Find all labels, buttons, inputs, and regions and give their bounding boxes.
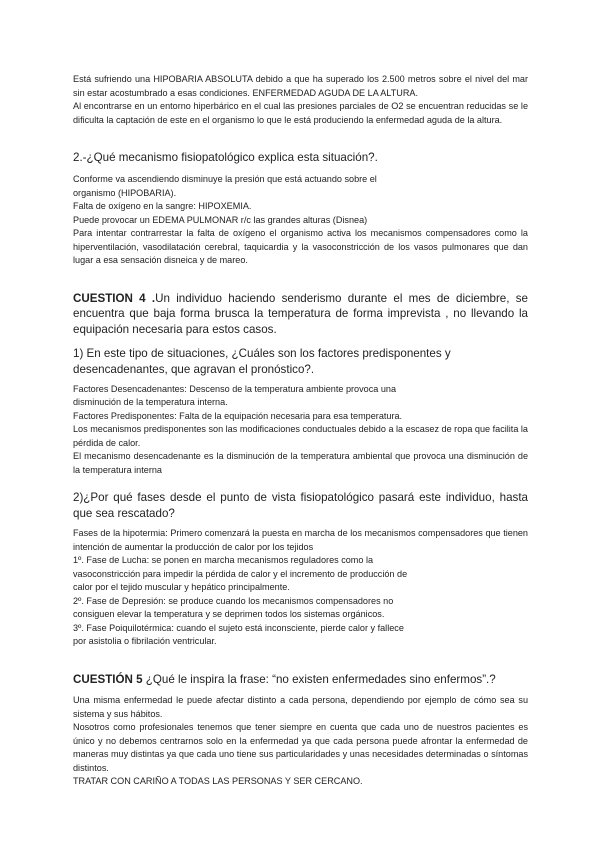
cuestion-4-question-2: 2)¿Por qué fases desde el punto de vista fisiopatológico pasará este individuo, hasta que sea rescatado? bbox=[73, 491, 528, 520]
c4-a2-line-6: 3º. Fase Poiquilotérmica: cuando el sujeto está inconsciente, pierde calor y fallece bbox=[73, 622, 404, 633]
cuestion-5-question: ¿Qué le inspira la frase: “no existen enfermedades sino enfermos”.? bbox=[142, 672, 496, 686]
c4-a2-line-3: calor por el tejido muscular y hepático principalmente. bbox=[73, 582, 290, 593]
c4-a2-line-5: consiguen elevar la temperatura y se deprimen todos los sistemas orgánicos. bbox=[73, 609, 385, 620]
c4-a2-paragraph: Fases de la hipotermia: Primero comenzará la puesta en marcha de los mecanismos compensadores que tienen intención de aumentar la producción de calor por los tejidos bbox=[73, 528, 528, 552]
question-2-heading: 2.-¿Qué mecanismo fisiopatológico explica esta situación?. bbox=[73, 151, 378, 164]
q2-paragraph: Para intentar contrarrestar la falta de oxígeno el organismo activa los mecanismos compensadores como la hiperventilación, vasodilatación cerebral, taquicardia y la vasoconstricción de los vasos pulmonares que dan lugar a esa sensación disneica y de mareo. bbox=[73, 228, 528, 266]
cuestion-4-text: Un individuo haciendo senderismo durante el mes de diciembre, se encuentra que baja forma brusca la temperatura de forma imprevista , no llevando la equipación necesaria para estos casos. bbox=[73, 291, 528, 336]
c5-paragraph-1: Una misma enfermedad le puede afectar distinto a cada persona, dependiendo por ejemplo de cómo sea su sistema y sus hábitos. bbox=[73, 695, 528, 719]
document-page bbox=[73, 73, 528, 789]
c5-paragraph-3: TRATAR CON CARIÑO A TODAS LAS PERSONAS Y SER CERCANO. bbox=[73, 776, 363, 787]
c4-a1-line-3: Factores Predisponentes: Falta de la equipación necesaria para esa temperatura. bbox=[73, 410, 403, 421]
c4-a1-line-2: disminución de la temperatura interna. bbox=[73, 397, 228, 408]
intro-paragraph-2: Al encontrarse en un entorno hiperbárico en el cual las presiones parciales de O2 se encuentran reducidas se le dificulta la captación de este en el organismo lo que le está produciendo la enfermedad aguda de la altura. bbox=[73, 101, 528, 125]
q2-line-3: Falta de oxígeno en la sangre: HIPOXEMIA. bbox=[73, 201, 252, 212]
q2-line-4: Puede provocar un EDEMA PULMONAR r/c las grandes alturas (Disnea) bbox=[73, 214, 368, 225]
c5-paragraph-2: Nosotros como profesionales tenemos que tener siempre en cuenta que cada uno de nuestros pacientes es único y no debemos centrarnos solo en la enfermedad ya que cada persona puede afrontar la enfermedad de maneras muy distintas ya que cada uno tiene sus particularidades y unas necesidades determinadas o síntomas distintos. bbox=[73, 722, 528, 773]
cuestion-5-section bbox=[73, 672, 528, 789]
c4-a1-line-1: Factores Desencadenantes: Descenso de la temperatura ambiente provoca una bbox=[73, 383, 397, 394]
cuestion-4-section bbox=[73, 291, 528, 649]
cuestion-5-heading: CUESTIÓN 5 bbox=[73, 672, 143, 686]
q2-line-2: organismo (HIPOBARIA). bbox=[73, 187, 177, 198]
cuestion-4-intro bbox=[73, 291, 528, 337]
c4-a2-line-1: 1º. Fase de Lucha: se ponen en marcha mecanismos reguladores como la bbox=[73, 555, 374, 566]
question-2-section bbox=[73, 150, 528, 268]
c4-a2-line-4: 2º. Fase de Depresión: se produce cuando los mecanismos compensadores no bbox=[73, 595, 394, 606]
cuestion-4-question-1: 1) En este tipo de situaciones, ¿Cuáles son los factores predisponentes y desencadenantes, que agravan el pronóstico?. bbox=[73, 347, 451, 376]
c4-a1-paragraph-1: Los mecanismos predisponentes son las modificaciones conductuales debido a la escasez de ropa que facilita la pérdida de calor. bbox=[73, 424, 528, 448]
c4-a2-line-2: vasoconstricción para impedir la pérdida de calor y el incremento de producción de bbox=[73, 568, 408, 579]
c4-a2-line-7: por asistolia o fibrilación ventricular. bbox=[73, 636, 217, 647]
cuestion-5-question-line bbox=[73, 672, 528, 687]
cuestion-4-heading: CUESTION 4 . bbox=[73, 291, 156, 305]
q2-line-1: Conforme va ascendiendo disminuye la presión que está actuando sobre el bbox=[73, 174, 377, 185]
intro-section bbox=[73, 73, 528, 127]
intro-paragraph-1: Está sufriendo una HIPOBARIA ABSOLUTA debido a que ha superado los 2.500 metros sobre el nivel del mar sin estar acostumbrado a esas condiciones. ENFERMEDAD AGUDA DE LA ALTURA. bbox=[73, 74, 528, 98]
c4-a1-paragraph-2: El mecanismo desencadenante es la disminución de la temperatura ambiental que provoca una disminución de la temperatura interna bbox=[73, 451, 528, 475]
